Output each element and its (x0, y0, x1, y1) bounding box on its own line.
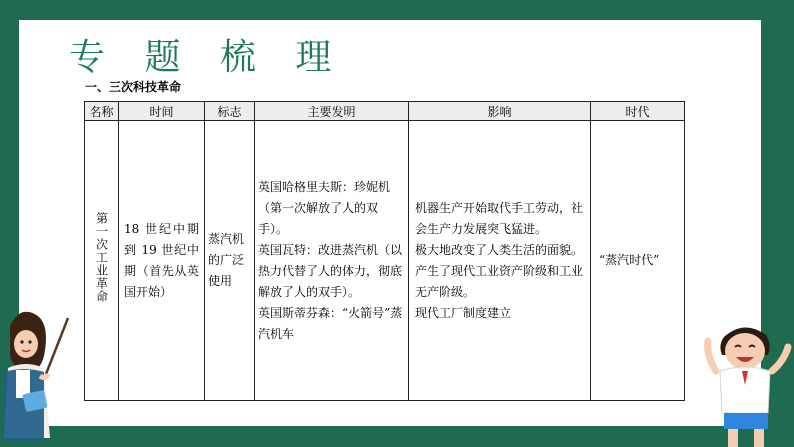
impact-item: 现代工厂制度建立 (415, 305, 512, 320)
teacher-with-pointer-illustration-icon (0, 296, 80, 447)
cell-inventions (255, 121, 409, 401)
impact-item: 产生了现代工业资产阶级和工业无产阶级。 (415, 263, 584, 299)
revolution-name: 第一次工业革命 (94, 211, 109, 303)
header-mark: 标志 (205, 102, 255, 121)
invention-item: 英国斯蒂芬森：“火箭号”蒸汽机车 (258, 305, 403, 341)
page-title: 专 题 梳 理 (69, 37, 346, 78)
header-inventions: 主要发明 (255, 102, 409, 121)
cell-impact (409, 121, 591, 401)
header-era: 时代 (591, 102, 685, 121)
header-name: 名称 (85, 102, 119, 121)
header-impact: 影响 (409, 102, 591, 121)
invention-item: 英国瓦特：改进蒸汽机（以热力代替了人的体力，彻底解放了人的双手）。 (258, 242, 403, 299)
cell-name (85, 121, 119, 401)
impact-item: 机器生产开始取代手工劳动，社会生产力发展突飞猛进。 (415, 200, 584, 236)
invention-item: 英国哈格里夫斯：珍妮机（第一次解放了人的双手）。 (258, 179, 391, 236)
revolution-table (84, 101, 685, 401)
cell-era: “蒸汽时代” (591, 121, 685, 401)
header-time: 时间 (119, 102, 205, 121)
impact-item: 极大地改变了人类生活的面貌。 (415, 242, 584, 257)
section-heading: 一、三次科技革命 (85, 80, 182, 94)
cell-time: 18 世纪中期到 19 世纪中期（首先从英国开始） (119, 121, 205, 401)
cheering-boy-illustration-icon (702, 313, 794, 447)
cell-mark: 蒸汽机的广泛使用 (205, 121, 255, 401)
table-row (85, 121, 685, 401)
slide-canvas (19, 20, 761, 426)
table-header-row (85, 102, 685, 121)
